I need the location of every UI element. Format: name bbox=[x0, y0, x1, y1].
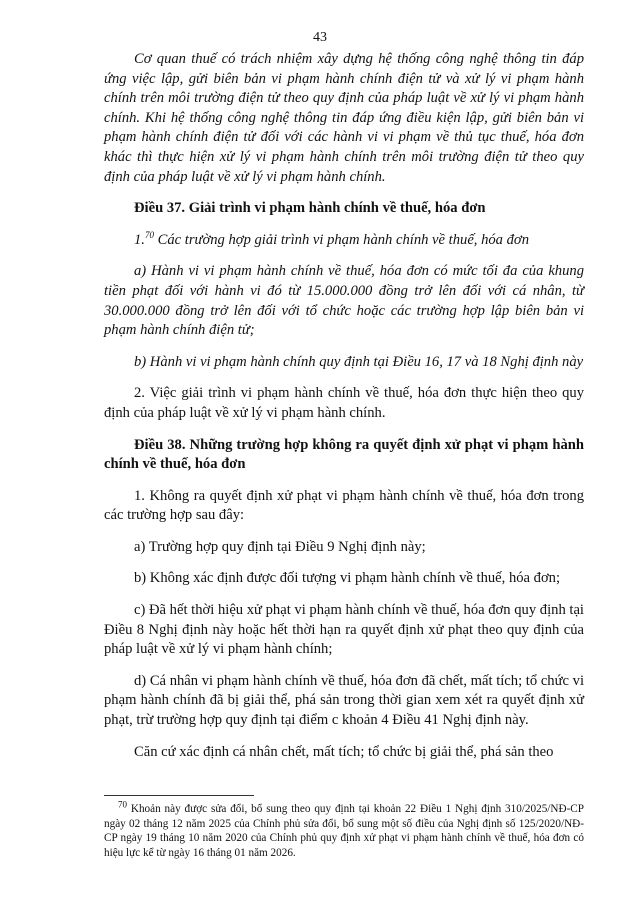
article-38-point-b: b) Không xác định được đối tượng vi phạm hành chính về thuế, hóa đơn; bbox=[134, 570, 561, 587]
clause-1a: a) Hành vi vi phạm hành chính về thuế, hóa đơn có mức tối đa của khung tiền phạt đối với hành vi đó từ 15.000.000 đồng trở lên đối với cá nhân, từ 30.000.000 đồng trở lên đối với tổ chức hoặc các trường hợp lập biên bản vi phạm hành chính điện tử; bbox=[104, 263, 584, 339]
article-38-point-d: d) Cá nhân vi phạm hành chính về thuế, hóa đơn đã chết, mất tích; tổ chức vi phạm hành chính đã bị giải thể, phá sản trong thời gian xem xét ra quyết định xử phạt, trừ trường hợp quy định tại điểm c khoản 4 Điều 41 Nghị định này. bbox=[104, 672, 584, 729]
footnote-text: Khoản này được sửa đổi, bổ sung theo quy định tại khoản 22 Điều 1 Nghị định 310/2025/NĐ-CP ngày 02 tháng 12 năm 2025 của Chính phủ sửa đổi, bổ sung một số điều của Nghị định số 125/2020/NĐ-CP ngày 19 tháng 10 năm 2020 của Chính phủ quy định xử phạt vi phạm hành chính về thuế, hóa đơn có hiệu lực kể từ ngày 16 tháng 01 năm 2026. bbox=[104, 803, 584, 859]
article-37-heading: Điều 37. Giải trình vi phạm hành chính về thuế, hóa đơn bbox=[134, 200, 486, 217]
footnote-number: 70 bbox=[118, 799, 127, 810]
page-number: 43 bbox=[313, 30, 327, 45]
clause-1b: b) Hành vi vi phạm hành chính quy định tại Điều 16, 17 và 18 Nghị định này bbox=[134, 353, 584, 370]
page-body bbox=[104, 50, 584, 774]
article-38-heading: Điều 38. Những trường hợp không ra quyết định xử phạt vi phạm hành chính về thuế, hóa đơn bbox=[104, 436, 584, 473]
article-38-point-a: a) Trường hợp quy định tại Điều 9 Nghị định này; bbox=[134, 538, 426, 555]
footnote bbox=[104, 799, 584, 860]
article-38-clause-1: 1. Không ra quyết định xử phạt vi phạm hành chính về thuế, hóa đơn trong các trường hợp sau đây: bbox=[104, 487, 584, 524]
paragraph-intro: Cơ quan thuế có trách nhiệm xây dựng hệ thống công nghệ thông tin đáp ứng việc lập, gửi biên bản vi phạm hành chính điện tử và xử lý vi phạm hành chính trên môi trường điện tử theo quy định của pháp luật về xử lý vi phạm hành chính. Khi hệ thống công nghệ thông tin đáp ứng điều kiện lập, gửi biên bản vi phạm hành chính điện tử đối với các hành vi vi phạm về thủ tục thuế, hóa đơn khác thì thực hiện xử lý vi phạm hành chính trên môi trường điện tử theo quy định của pháp luật về xử lý vi phạm hành chính. bbox=[104, 51, 584, 185]
footnote-separator bbox=[104, 795, 254, 796]
clause-text: Các trường hợp giải trình vi phạm hành chính về thuế, hóa đơn bbox=[153, 231, 530, 248]
clause-2: 2. Việc giải trình vi phạm hành chính về thuế, hóa đơn thực hiện theo quy định của pháp luật về xử lý vi phạm hành chính. bbox=[104, 385, 584, 421]
clause-1-heading bbox=[104, 231, 584, 251]
article-38-continuation: Căn cứ xác định cá nhân chết, mất tích; tổ chức bị giải thể, phá sản theo bbox=[134, 743, 554, 760]
clause-number: 1. bbox=[134, 231, 145, 248]
footnote-ref: 70 bbox=[144, 229, 154, 240]
article-38-point-c: c) Đã hết thời hiệu xử phạt vi phạm hành chính về thuế, hóa đơn quy định tại Điều 8 Nghị định này hoặc hết thời hạn ra quyết định xử phạt theo quy định của pháp luật về xử lý vi phạm hành chính; bbox=[104, 602, 584, 658]
